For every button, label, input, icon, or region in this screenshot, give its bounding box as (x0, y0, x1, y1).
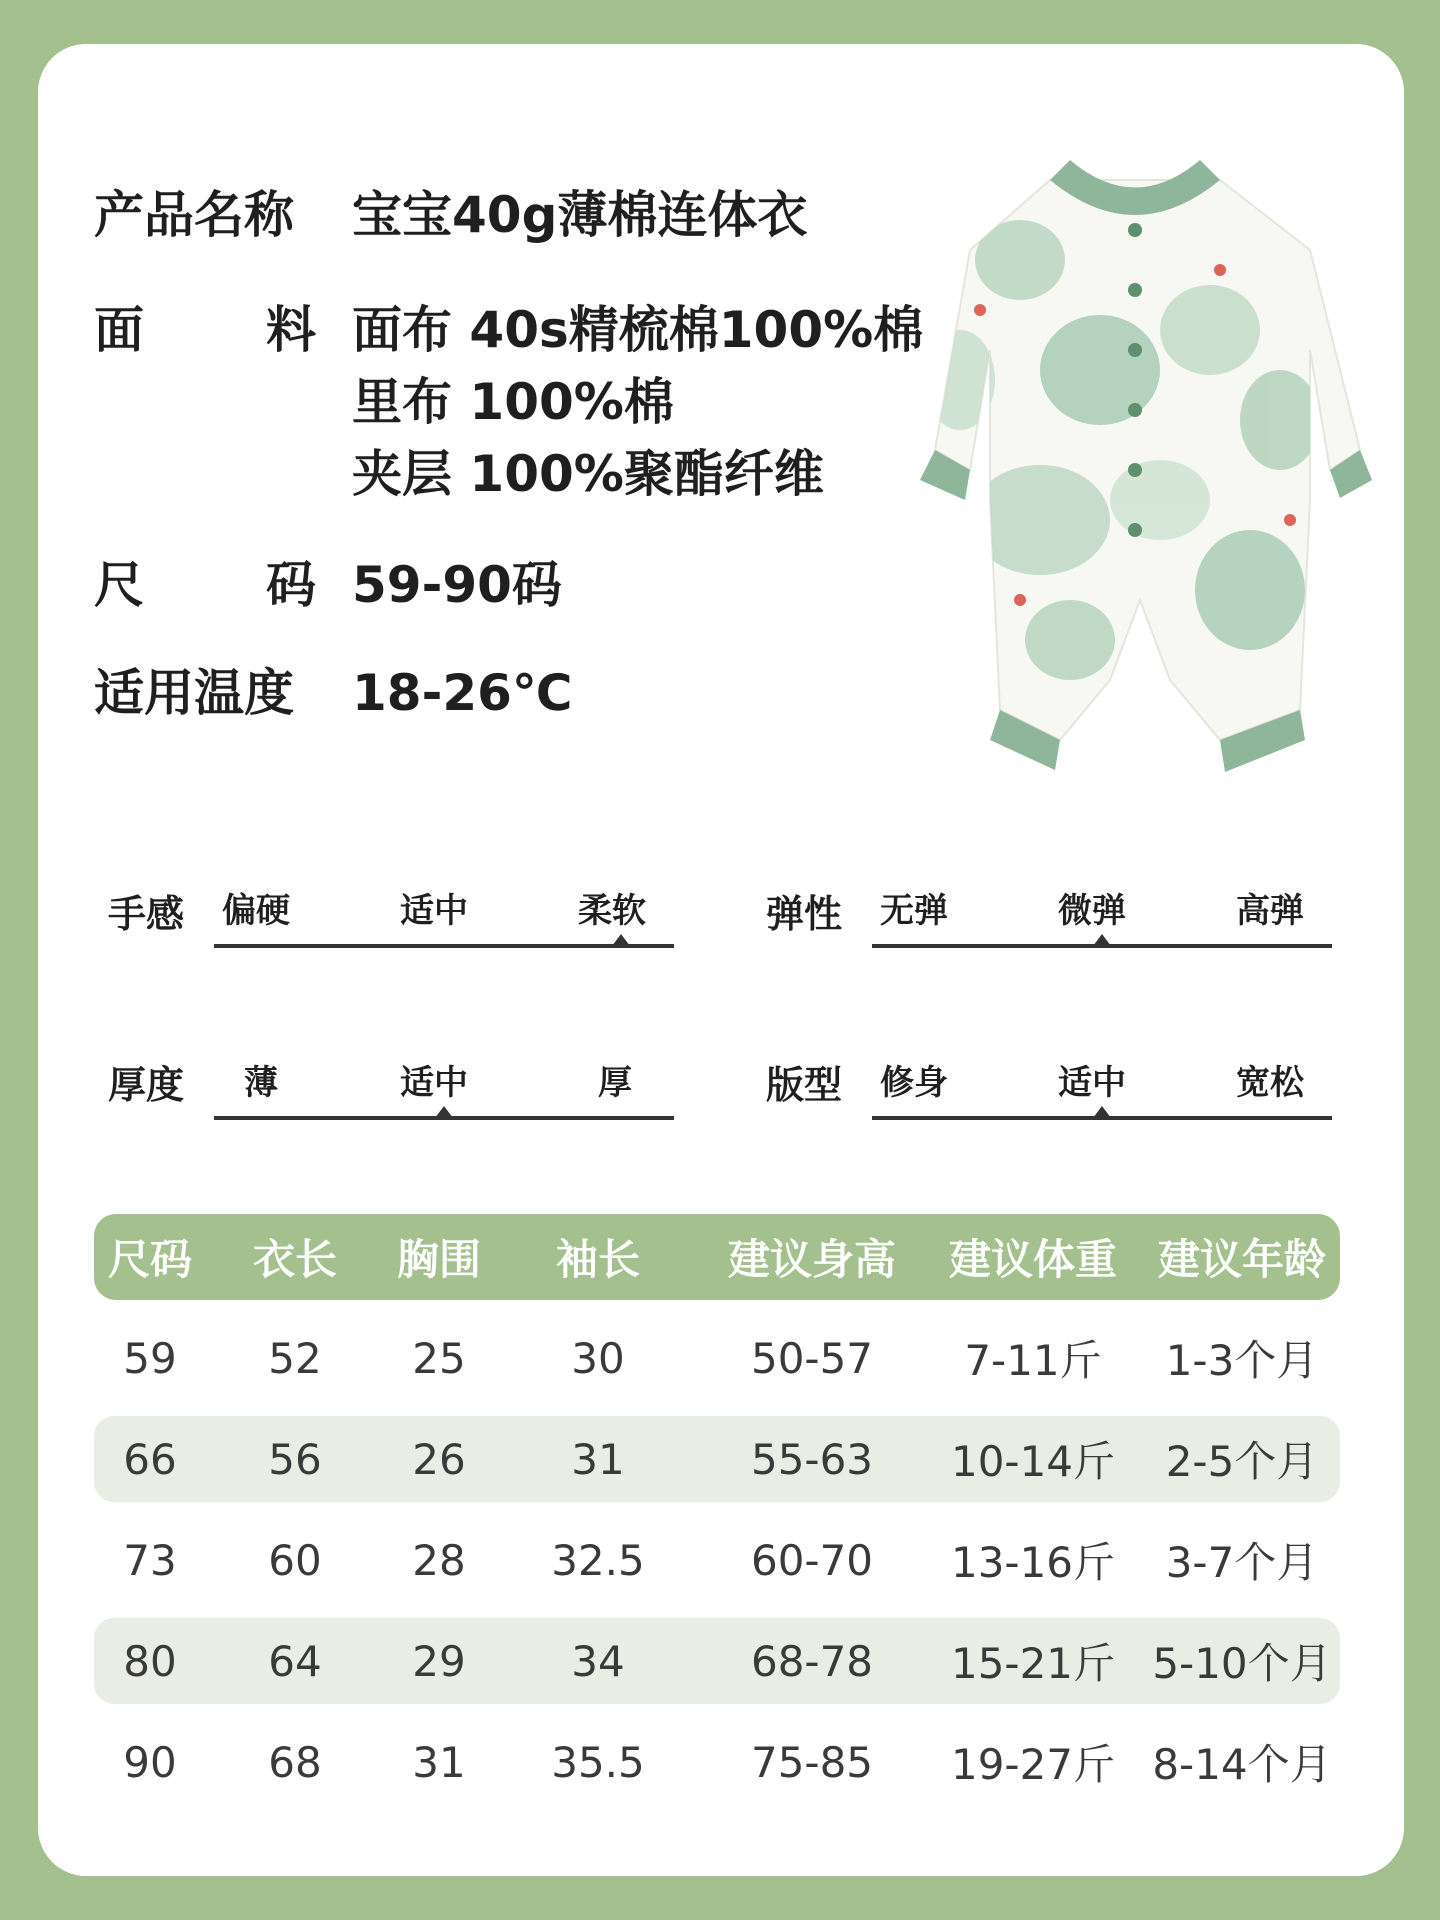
scale-fit-option-1: 修身 (880, 1063, 948, 1103)
header-size: 尺码 (107, 1235, 192, 1284)
cell-length: 64 (268, 1636, 322, 1686)
cell-age: 3-7个月 (1165, 1538, 1319, 1587)
fabric-line-padding: 夹层 100%聚酯纤维 (352, 445, 824, 503)
cell-sleeve: 34 (571, 1636, 625, 1686)
cell-height: 75-85 (750, 1737, 874, 1787)
header-chest: 胸围 (396, 1235, 481, 1284)
cell-height: 60-70 (750, 1535, 874, 1585)
header-height: 建议身高 (727, 1235, 896, 1284)
cell-sleeve: 31 (571, 1434, 625, 1484)
scale-name-fit: 版型 (766, 1063, 843, 1107)
header-length: 衣长 (252, 1235, 337, 1284)
cell-size: 59 (123, 1333, 177, 1383)
fabric-value (352, 301, 924, 521)
fabric-line-outer: 面布 40s精梳棉100%棉 (352, 301, 924, 359)
table-row (94, 1618, 1340, 1704)
size-label-left: 尺 (94, 556, 144, 614)
header-weight: 建议体重 (948, 1235, 1117, 1284)
cell-size: 73 (123, 1535, 177, 1585)
cell-length: 60 (268, 1535, 322, 1585)
header-sleeve: 袖长 (555, 1235, 640, 1284)
size-value: 59-90码 (352, 556, 562, 614)
scale-elasticity-option-1: 无弹 (880, 891, 948, 931)
cell-height: 50-57 (750, 1333, 874, 1383)
cell-height: 55-63 (750, 1434, 874, 1484)
scale-thickness (214, 1063, 674, 1126)
scale-hand-feel-line (214, 944, 674, 948)
cell-chest: 26 (412, 1434, 466, 1484)
scale-hand-feel-option-3: 柔软 (578, 891, 646, 931)
size-table (94, 1214, 1340, 1805)
fabric-label (94, 301, 316, 359)
cell-weight: 19-27斤 (950, 1740, 1116, 1789)
cell-age: 5-10个月 (1152, 1639, 1332, 1688)
temperature-value: 18-26℃ (352, 664, 573, 722)
scale-hand-feel (214, 891, 674, 954)
cell-length: 68 (268, 1737, 322, 1787)
scale-elasticity-option-2: 微弹 (1058, 891, 1126, 931)
cell-age: 8-14个月 (1152, 1740, 1332, 1789)
cell-chest: 29 (412, 1636, 466, 1686)
cell-chest: 28 (412, 1535, 466, 1585)
cell-sleeve: 32.5 (551, 1535, 645, 1585)
scale-hand-feel-marker (612, 934, 630, 946)
cell-weight: 10-14斤 (950, 1437, 1116, 1486)
scale-elasticity (872, 891, 1332, 954)
size-label-right: 码 (266, 556, 316, 614)
cell-size: 66 (123, 1434, 177, 1484)
cell-chest: 25 (412, 1333, 466, 1383)
fabric-label-left: 面 (94, 301, 144, 359)
cell-sleeve: 30 (571, 1333, 625, 1383)
scale-elasticity-option-3: 高弹 (1236, 891, 1304, 931)
cell-weight: 7-11斤 (964, 1336, 1102, 1385)
scale-elasticity-marker (1093, 934, 1111, 946)
scale-fit-option-2: 适中 (1058, 1063, 1126, 1103)
size-label (94, 556, 316, 614)
table-header (94, 1214, 1340, 1300)
scale-thickness-marker (435, 1106, 453, 1118)
scale-fit-option-3: 宽松 (1236, 1063, 1304, 1103)
cell-age: 1-3个月 (1165, 1336, 1319, 1385)
scale-fit (872, 1063, 1332, 1126)
romper-product-image (890, 120, 1390, 800)
scale-thickness-option-1: 薄 (244, 1063, 278, 1103)
scale-hand-feel-option-1: 偏硬 (222, 891, 290, 931)
fabric-line-inner: 里布 100%棉 (352, 373, 674, 431)
cell-weight: 15-21斤 (950, 1639, 1116, 1688)
cell-sleeve: 35.5 (551, 1737, 645, 1787)
scale-name-thickness: 厚度 (108, 1063, 185, 1107)
cell-size: 90 (123, 1737, 177, 1787)
table-row (94, 1719, 1340, 1805)
cell-size: 80 (123, 1636, 177, 1686)
cell-length: 56 (268, 1434, 322, 1484)
scale-thickness-option-3: 厚 (598, 1063, 632, 1103)
scale-hand-feel-option-2: 适中 (400, 891, 468, 931)
table-row (94, 1517, 1340, 1603)
product-name-value: 宝宝40g薄棉连体衣 (352, 186, 808, 244)
cell-height: 68-78 (750, 1636, 874, 1686)
table-row (94, 1416, 1340, 1502)
scale-thickness-option-2: 适中 (400, 1063, 468, 1103)
fabric-label-right: 料 (266, 301, 316, 359)
scale-fit-marker (1093, 1106, 1111, 1118)
cell-length: 52 (268, 1333, 322, 1383)
cell-chest: 31 (412, 1737, 466, 1787)
header-age: 建议年龄 (1157, 1235, 1326, 1284)
product-name-label: 产品名称 (94, 186, 294, 244)
table-row (94, 1315, 1340, 1401)
scale-name-hand-feel: 手感 (108, 892, 185, 936)
cell-weight: 13-16斤 (950, 1538, 1116, 1587)
cell-age: 2-5个月 (1165, 1437, 1319, 1486)
scale-name-elasticity: 弹性 (766, 892, 843, 936)
temperature-label: 适用温度 (94, 664, 294, 722)
